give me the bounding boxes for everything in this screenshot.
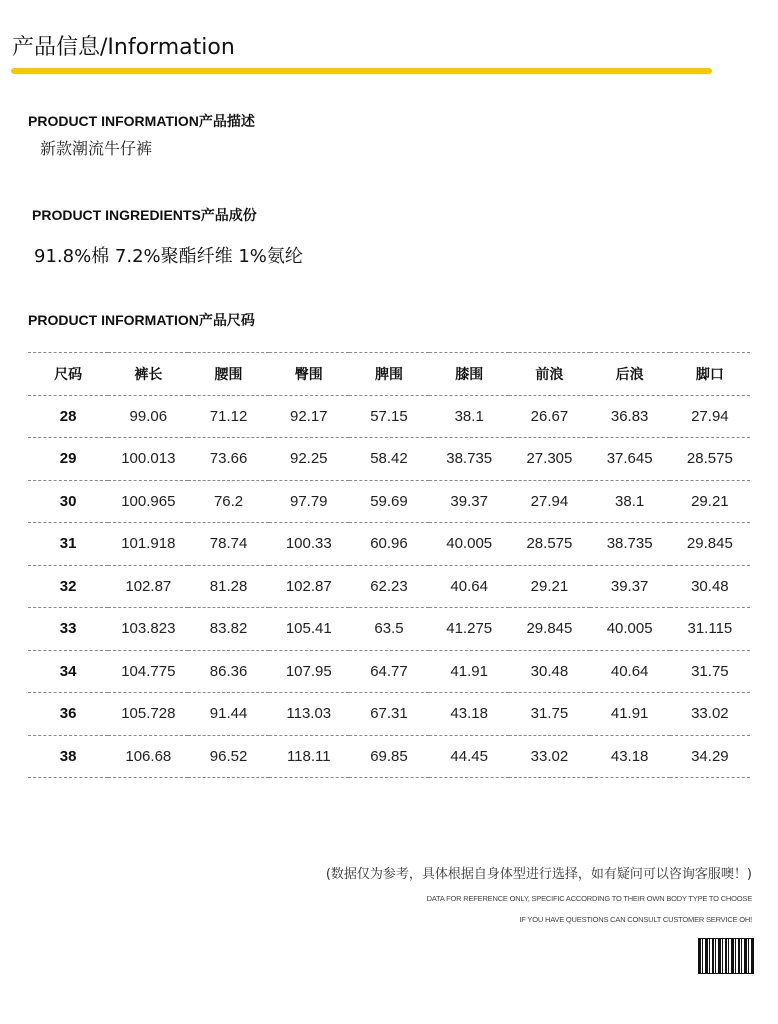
reference-note-en-1: DATA FOR REFERENCE ONLY, SPECIFIC ACCORDING TO THEIR OWN BODY TYPE TO CHOOSE bbox=[426, 894, 752, 903]
measurement-cell: 105.41 bbox=[269, 608, 349, 651]
size-cell: 29 bbox=[28, 438, 108, 481]
measurement-cell: 29.845 bbox=[509, 608, 589, 651]
measurement-cell: 113.03 bbox=[269, 693, 349, 736]
reference-note-en-2: IF YOU HAVE QUESTIONS CAN CONSULT CUSTOMER SERVICE OH! bbox=[519, 915, 752, 924]
measurement-cell: 97.79 bbox=[269, 480, 349, 523]
measurement-cell: 27.94 bbox=[509, 480, 589, 523]
measurement-cell: 31.75 bbox=[509, 693, 589, 736]
table-row bbox=[28, 523, 750, 566]
col-header-size: 尺码 bbox=[28, 353, 108, 396]
table-row bbox=[28, 693, 750, 736]
size-cell: 32 bbox=[28, 565, 108, 608]
table-row bbox=[28, 565, 750, 608]
measurement-cell: 100.33 bbox=[269, 523, 349, 566]
size-heading: PRODUCT INFORMATION产品尺码 bbox=[28, 312, 255, 328]
table-row bbox=[28, 650, 750, 693]
measurement-cell: 86.36 bbox=[188, 650, 268, 693]
ingredients-heading: PRODUCT INGREDIENTS产品成份 bbox=[32, 207, 257, 223]
measurement-cell: 100.013 bbox=[108, 438, 188, 481]
measurement-cell: 41.91 bbox=[590, 693, 670, 736]
measurement-cell: 64.77 bbox=[349, 650, 429, 693]
measurement-cell: 118.11 bbox=[269, 735, 349, 778]
measurement-cell: 106.68 bbox=[108, 735, 188, 778]
measurement-cell: 40.005 bbox=[429, 523, 509, 566]
description-heading: PRODUCT INFORMATION产品描述 bbox=[28, 113, 255, 129]
measurement-cell: 43.18 bbox=[429, 693, 509, 736]
measurement-cell: 92.17 bbox=[269, 395, 349, 438]
measurement-cell: 38.1 bbox=[429, 395, 509, 438]
measurement-cell: 27.305 bbox=[509, 438, 589, 481]
col-header-back-rise: 后浪 bbox=[590, 353, 670, 396]
measurement-cell: 29.845 bbox=[670, 523, 750, 566]
col-header-waist: 腰围 bbox=[188, 353, 268, 396]
size-cell: 28 bbox=[28, 395, 108, 438]
measurement-cell: 100.965 bbox=[108, 480, 188, 523]
measurement-cell: 62.23 bbox=[349, 565, 429, 608]
measurement-cell: 40.005 bbox=[590, 608, 670, 651]
measurement-cell: 40.64 bbox=[590, 650, 670, 693]
measurement-cell: 29.21 bbox=[509, 565, 589, 608]
measurement-cell: 60.96 bbox=[349, 523, 429, 566]
measurement-cell: 63.5 bbox=[349, 608, 429, 651]
measurement-cell: 36.83 bbox=[590, 395, 670, 438]
col-header-leg-opening: 脚口 bbox=[670, 353, 750, 396]
measurement-cell: 28.575 bbox=[670, 438, 750, 481]
measurement-cell: 58.42 bbox=[349, 438, 429, 481]
measurement-cell: 41.275 bbox=[429, 608, 509, 651]
size-cell: 36 bbox=[28, 693, 108, 736]
measurement-cell: 30.48 bbox=[670, 565, 750, 608]
size-cell: 33 bbox=[28, 608, 108, 651]
size-table-header bbox=[28, 353, 750, 396]
table-row bbox=[28, 438, 750, 481]
table-row bbox=[28, 735, 750, 778]
table-row bbox=[28, 608, 750, 651]
reference-note-cn: (数据仅为参考，具体根据自身体型进行选择，如有疑问可以咨询客服噢！) bbox=[325, 867, 752, 882]
measurement-cell: 33.02 bbox=[509, 735, 589, 778]
page-title: 产品信息/Information bbox=[12, 35, 235, 60]
measurement-cell: 76.2 bbox=[188, 480, 268, 523]
measurement-cell: 31.115 bbox=[670, 608, 750, 651]
measurement-cell: 96.52 bbox=[188, 735, 268, 778]
measurement-cell: 105.728 bbox=[108, 693, 188, 736]
col-header-front-rise: 前浪 bbox=[509, 353, 589, 396]
measurement-cell: 38.735 bbox=[590, 523, 670, 566]
measurement-cell: 99.06 bbox=[108, 395, 188, 438]
size-cell: 34 bbox=[28, 650, 108, 693]
col-header-thigh: 脾围 bbox=[349, 353, 429, 396]
measurement-cell: 28.575 bbox=[509, 523, 589, 566]
size-cell: 30 bbox=[28, 480, 108, 523]
measurement-cell: 30.48 bbox=[509, 650, 589, 693]
size-cell: 38 bbox=[28, 735, 108, 778]
measurement-cell: 71.12 bbox=[188, 395, 268, 438]
measurement-cell: 67.31 bbox=[349, 693, 429, 736]
measurement-cell: 39.37 bbox=[590, 565, 670, 608]
measurement-cell: 34.29 bbox=[670, 735, 750, 778]
barcode-icon bbox=[698, 938, 754, 974]
measurement-cell: 81.28 bbox=[188, 565, 268, 608]
size-table bbox=[28, 352, 750, 778]
measurement-cell: 39.37 bbox=[429, 480, 509, 523]
size-cell: 31 bbox=[28, 523, 108, 566]
measurement-cell: 57.15 bbox=[349, 395, 429, 438]
measurement-cell: 101.918 bbox=[108, 523, 188, 566]
measurement-cell: 102.87 bbox=[108, 565, 188, 608]
col-header-hip: 臀围 bbox=[269, 353, 349, 396]
col-header-knee: 膝围 bbox=[429, 353, 509, 396]
measurement-cell: 38.1 bbox=[590, 480, 670, 523]
measurement-cell: 102.87 bbox=[269, 565, 349, 608]
measurement-cell: 103.823 bbox=[108, 608, 188, 651]
title-underline bbox=[11, 68, 712, 74]
description-value: 新款潮流牛仔裤 bbox=[40, 139, 153, 158]
measurement-cell: 38.735 bbox=[429, 438, 509, 481]
measurement-cell: 59.69 bbox=[349, 480, 429, 523]
measurement-cell: 91.44 bbox=[188, 693, 268, 736]
measurement-cell: 37.645 bbox=[590, 438, 670, 481]
measurement-cell: 83.82 bbox=[188, 608, 268, 651]
measurement-cell: 107.95 bbox=[269, 650, 349, 693]
measurement-cell: 104.775 bbox=[108, 650, 188, 693]
measurement-cell: 92.25 bbox=[269, 438, 349, 481]
table-row bbox=[28, 480, 750, 523]
measurement-cell: 78.74 bbox=[188, 523, 268, 566]
measurement-cell: 31.75 bbox=[670, 650, 750, 693]
measurement-cell: 27.94 bbox=[670, 395, 750, 438]
measurement-cell: 26.67 bbox=[509, 395, 589, 438]
col-header-length: 裤长 bbox=[108, 353, 188, 396]
measurement-cell: 69.85 bbox=[349, 735, 429, 778]
measurement-cell: 29.21 bbox=[670, 480, 750, 523]
measurement-cell: 33.02 bbox=[670, 693, 750, 736]
measurement-cell: 44.45 bbox=[429, 735, 509, 778]
measurement-cell: 73.66 bbox=[188, 438, 268, 481]
ingredients-value: 91.8%棉 7.2%聚酯纤维 1%氨纶 bbox=[34, 246, 303, 267]
measurement-cell: 41.91 bbox=[429, 650, 509, 693]
measurement-cell: 43.18 bbox=[590, 735, 670, 778]
measurement-cell: 40.64 bbox=[429, 565, 509, 608]
table-row bbox=[28, 395, 750, 438]
